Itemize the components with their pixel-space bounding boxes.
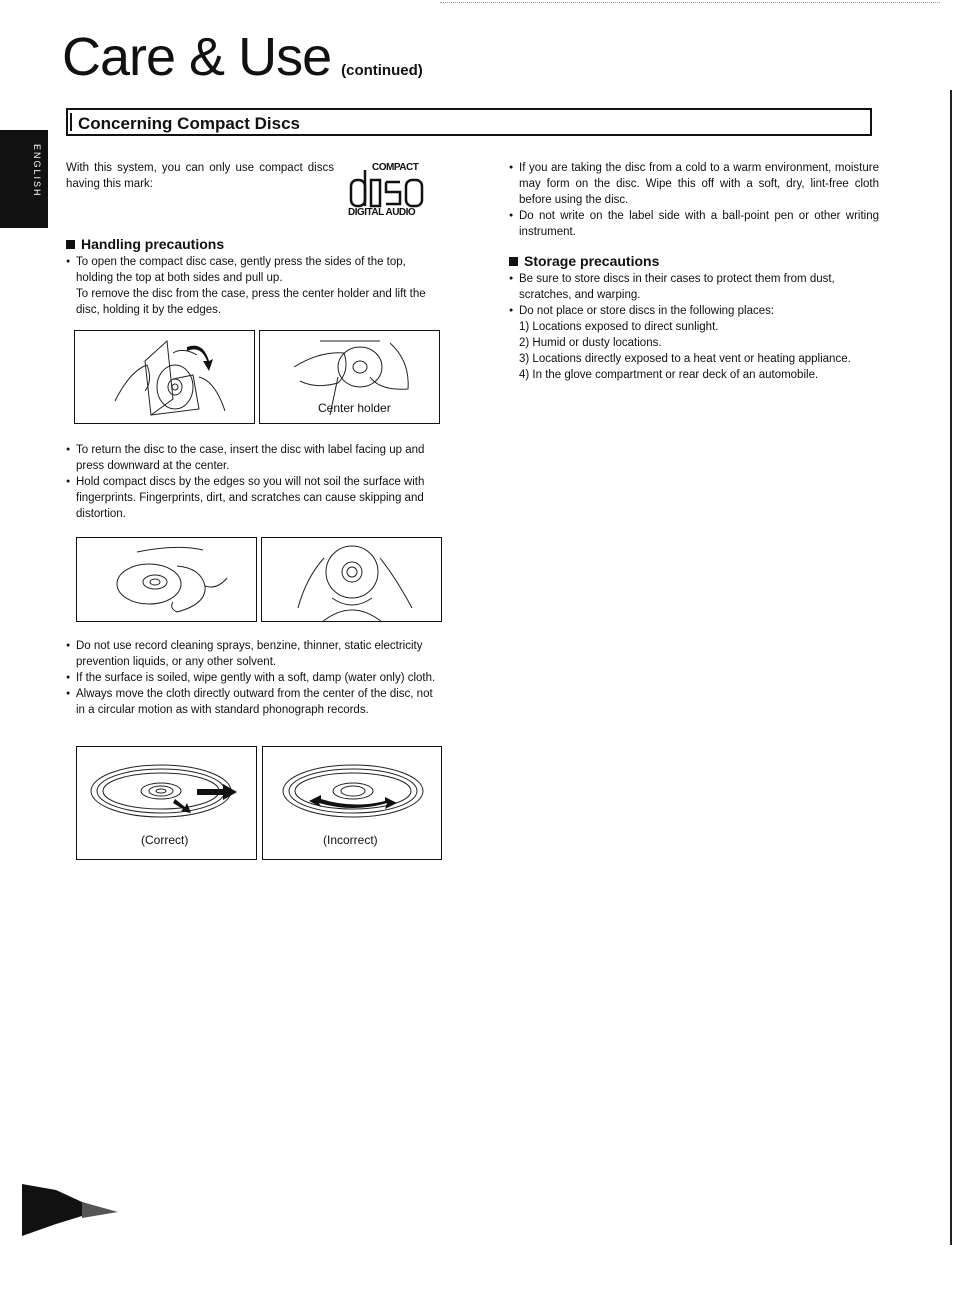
storage-bullet-cases: ● Be sure to store discs in their cases to protect them from dust, scratches, and warping.	[509, 271, 881, 303]
right-bullet-moisture: ● If you are taking the disc from a cold to a warm environment, moisture may form on the disc. Wipe this off with a soft, dry, lint-free cloth before using the disc.	[509, 160, 879, 208]
storage-bullet-places: ● Do not place or store discs in the following places:	[509, 303, 881, 319]
storage-block	[509, 271, 881, 383]
handling-bullet-return-disc: ● To return the disc to the case, insert the disc with label facing up and press downward at the center.	[66, 442, 438, 474]
handling-bullet-no-solvents: ● Do not use record cleaning sprays, benzine, thinner, static electricity prevention liquids, or any other solvent.	[66, 638, 438, 670]
handling-bullet-remove-disc: To remove the disc from the case, press the center holder and lift the disc, holding it by the edges.	[76, 288, 426, 316]
open-case-illustration	[75, 331, 256, 425]
logo-disc-lettering	[348, 168, 436, 208]
center-holder-caption: Center holder	[318, 401, 391, 415]
hold-edge-illustration	[77, 538, 258, 623]
disc-lettering-outline	[348, 168, 436, 208]
language-tab	[0, 130, 48, 228]
storage-heading	[509, 253, 659, 269]
intro-text: With this system, you can only use compact discs having this mark:	[66, 162, 334, 190]
storage-item-2: 2) Humid or dusty locations.	[519, 337, 662, 349]
heading-square-icon	[509, 257, 518, 266]
figure-hold-both-hands	[261, 537, 442, 622]
storage-heading-text: Storage precautions	[524, 253, 660, 269]
figure-center-holder	[259, 330, 440, 424]
hold-both-hands-illustration	[262, 538, 443, 623]
incorrect-caption: (Incorrect)	[323, 833, 378, 847]
page-corner-mark	[22, 1180, 122, 1245]
language-tab-label: ENGLISH	[32, 144, 42, 198]
section-header	[66, 108, 872, 136]
right-block-1	[509, 160, 879, 240]
logo-disc-word	[348, 168, 350, 169]
page-title	[62, 27, 423, 87]
page-title-main: Care & Use	[62, 27, 332, 87]
handling-heading	[66, 236, 224, 252]
correct-caption: (Correct)	[141, 833, 189, 847]
page-title-continued: (continued)	[341, 62, 423, 79]
handling-heading-text: Handling precautions	[81, 236, 225, 252]
figure-hold-edge	[76, 537, 257, 622]
logo-digital-audio-text: DIGITAL AUDIO	[348, 207, 416, 218]
handling-block-3	[66, 638, 438, 718]
handling-bullet-hold-edges: ● Hold compact discs by the edges so you will not soil the surface with fingerprints. Fingerprints, dirt, and scratches can cause skipping and distortion.	[66, 474, 438, 522]
handling-bullet-move-outward: ● Always move the cloth directly outward from the center of the disc, not in a circular motion as with standard phonograph records.	[66, 686, 438, 718]
handling-block-2	[66, 442, 438, 522]
figure-open-case	[74, 330, 255, 424]
storage-item-1: 1) Locations exposed to direct sunlight.	[519, 321, 719, 333]
heading-square-icon	[66, 240, 75, 249]
corner-arrow-mark	[22, 1180, 122, 1240]
right-bullet-no-writing: ● Do not write on the label side with a ball-point pen or other writing instrument.	[509, 208, 879, 240]
figure-correct-wipe	[76, 746, 257, 860]
section-title: Concerning Compact Discs	[78, 114, 300, 133]
top-dotted-line	[440, 2, 940, 3]
compact-disc-logo	[348, 158, 438, 224]
figure-incorrect-wipe	[262, 746, 442, 860]
logo-compact-text: COMPACT	[372, 162, 419, 173]
handling-bullet-wipe-gently: ● If the surface is soiled, wipe gently with a soft, damp (water only) cloth.	[66, 670, 438, 686]
handling-bullet-open-case: ● To open the compact disc case, gently press the sides of the top, holding the top at both sides and pull up.	[66, 254, 438, 286]
right-margin-rule	[950, 90, 952, 1245]
storage-item-4: 4) In the glove compartment or rear deck of an automobile.	[519, 369, 819, 381]
handling-block-1	[66, 254, 438, 318]
storage-item-3: 3) Locations directly exposed to a heat vent or heating appliance.	[519, 353, 851, 365]
